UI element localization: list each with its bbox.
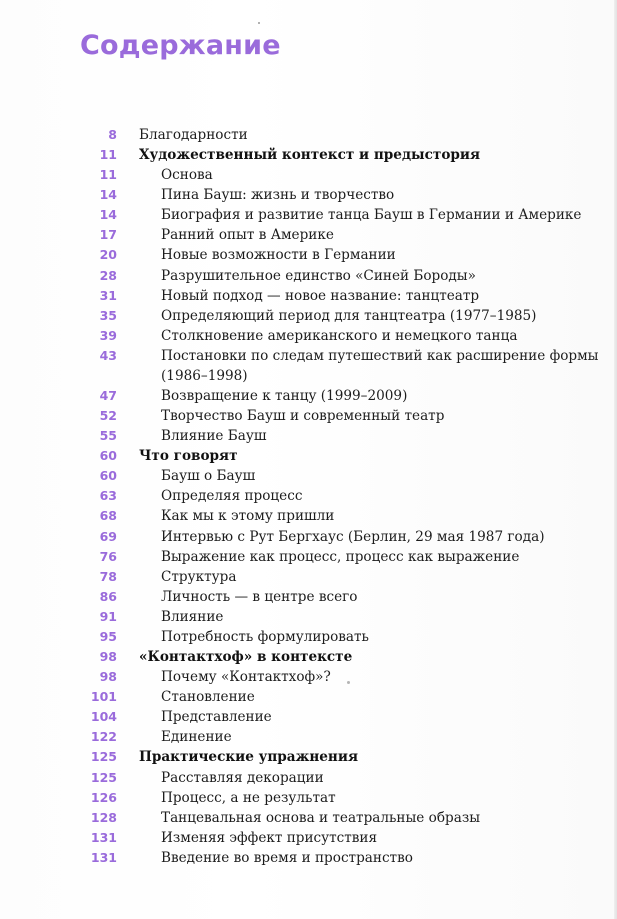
toc-page-number: 55: [99, 428, 117, 444]
toc-section-title: «Контактхоф» в контексте: [139, 649, 353, 666]
toc-entry: [0, 406, 617, 426]
toc-page-number: 11: [99, 147, 117, 163]
toc-entry: [0, 567, 617, 587]
toc-entry: [0, 125, 617, 145]
toc-entry: [0, 446, 617, 466]
toc-page-number: 63: [99, 488, 117, 504]
toc-page-number: 76: [99, 548, 117, 564]
toc-entry: [0, 527, 617, 547]
toc-entry: [0, 306, 617, 326]
toc-page-number: 17: [99, 227, 117, 243]
toc-entry-title: Структура: [161, 568, 237, 585]
toc-entry-title: Определяя процесс: [161, 488, 303, 505]
toc-entry: [0, 426, 617, 446]
toc-entry-title: Становление: [161, 689, 255, 706]
toc-page-number: 131: [90, 829, 117, 845]
toc-entry-title: Танцевальная основа и театральные образы: [161, 809, 481, 826]
toc-entry-title: Как мы к этому пришли: [161, 508, 335, 525]
toc-page-number: 126: [90, 789, 117, 805]
toc-page-number: 125: [90, 769, 117, 785]
toc-entry-title: Единение: [161, 729, 232, 746]
toc-page-number: 128: [90, 809, 117, 825]
toc-page-number: 86: [99, 588, 117, 604]
toc-page-number: 52: [99, 408, 117, 424]
toc-entry: [0, 828, 617, 848]
toc-entry-title: Новый подход — новое название: танцтеатр: [161, 287, 480, 304]
toc-entry-title: Потребность формулировать: [161, 628, 369, 645]
toc-entry: [0, 225, 617, 245]
toc-entry-title: Возвращение к танцу (1999–2009): [161, 388, 408, 405]
toc-entry: [0, 747, 617, 767]
toc-entry-title: Выражение как процесс, процесс как выражение: [161, 548, 520, 565]
toc-page-number: 47: [99, 388, 117, 404]
toc-entry: [0, 266, 617, 286]
toc-entry-title: Процесс, а не результат: [161, 789, 336, 806]
toc-entry: [0, 145, 617, 165]
toc-entry-title: Расставляя декорации: [161, 769, 324, 786]
toc-page-number: 60: [99, 448, 117, 464]
toc-entry: [0, 466, 617, 486]
toc-entry: [0, 185, 617, 205]
toc-entry: [0, 486, 617, 506]
toc-entry-title: Бауш о Бауш: [161, 468, 256, 485]
toc-page-number: 68: [99, 508, 117, 524]
toc-entry-title: Интервью с Рут Бергхаус (Берлин, 29 мая 1987 года): [161, 528, 545, 545]
toc-page-number: 60: [99, 468, 117, 484]
toc-entry: [0, 587, 617, 607]
toc-entry: [0, 286, 617, 306]
toc-entry: [0, 848, 617, 868]
toc-page-number: 98: [99, 649, 117, 665]
toc-entry-title: Влияние Бауш: [161, 428, 267, 445]
toc-entry-title: Пина Бауш: жизнь и творчество: [161, 187, 395, 204]
toc-entry-title: Личность — в центре всего: [161, 588, 358, 605]
toc-page-number: 104: [90, 709, 117, 725]
toc-page-number: 69: [99, 528, 117, 544]
toc-page-number: 39: [99, 327, 117, 343]
toc-page-number: 31: [99, 287, 117, 303]
toc-entry-title: Постановки по следам путешествий как расширение формы (1986–1998): [161, 347, 599, 384]
toc-page-number: 8: [108, 127, 117, 142]
toc-entry-title: Введение во время и пространство: [161, 849, 413, 866]
toc-entry: [0, 205, 617, 225]
toc-page-number: 11: [99, 167, 117, 183]
toc-page-number: 35: [99, 307, 117, 323]
toc-section-title: Художественный контекст и предыстория: [139, 147, 481, 164]
toc-entry-title: Влияние: [161, 608, 224, 625]
toc-entry: [0, 506, 617, 526]
toc-page-number: 78: [99, 568, 117, 584]
toc-entry: [0, 788, 617, 808]
toc-section-title: Практические упражнения: [139, 749, 358, 766]
toc-page-number: 101: [90, 689, 117, 705]
toc-entry: [0, 547, 617, 567]
toc-entry: [0, 245, 617, 265]
toc-entry-title: Основа: [161, 167, 213, 184]
table-of-contents: [0, 125, 617, 868]
toc-entry-title: Разрушительное единство «Синей Бороды»: [161, 267, 476, 284]
toc-page-number: 43: [99, 347, 117, 363]
toc-entry: [0, 386, 617, 406]
page-title: Содержание: [80, 30, 281, 61]
toc-entry-title: Почему «Контактхоф»?: [161, 669, 331, 686]
toc-entry-title: Благодарности: [139, 127, 248, 143]
toc-entry: [0, 707, 617, 727]
toc-entry: [0, 667, 617, 687]
toc-page-number: 98: [99, 669, 117, 685]
toc-entry-title: Биография и развитие танца Бауш в Германии и Америке: [161, 207, 582, 224]
toc-entry-title: Новые возможности в Германии: [161, 247, 396, 264]
toc-entry-title: Ранний опыт в Америке: [161, 227, 334, 244]
toc-page-number: 91: [99, 608, 117, 624]
toc-entry: [0, 727, 617, 747]
toc-page-number: 14: [99, 187, 117, 203]
toc-entry-title: Представление: [161, 709, 272, 726]
toc-page-number: 28: [99, 267, 117, 283]
toc-page-number: 20: [99, 247, 117, 263]
toc-entry-title: Столкновение американского и немецкого танца: [161, 327, 518, 344]
toc-page-number: 131: [90, 849, 117, 865]
toc-page-number: 95: [99, 628, 117, 644]
toc-page-number: 14: [99, 207, 117, 223]
toc-entry-title: Изменяя эффект присутствия: [161, 829, 378, 846]
toc-entry-title: Творчество Бауш и современный театр: [161, 408, 445, 425]
toc-entry: [0, 326, 617, 346]
scan-speck: [258, 22, 260, 24]
toc-entry: [0, 768, 617, 788]
toc-page-number: 122: [90, 729, 117, 745]
toc-entry: [0, 346, 617, 386]
toc-entry: [0, 607, 617, 627]
toc-section-title: Что говорят: [139, 448, 238, 465]
toc-page-number: 125: [90, 749, 117, 765]
toc-entry: [0, 687, 617, 707]
toc-entry: [0, 647, 617, 667]
toc-entry: [0, 627, 617, 647]
toc-entry: [0, 808, 617, 828]
toc-entry: [0, 165, 617, 185]
toc-entry-title: Определяющий период для танцтеатра (1977–1985): [161, 307, 537, 324]
